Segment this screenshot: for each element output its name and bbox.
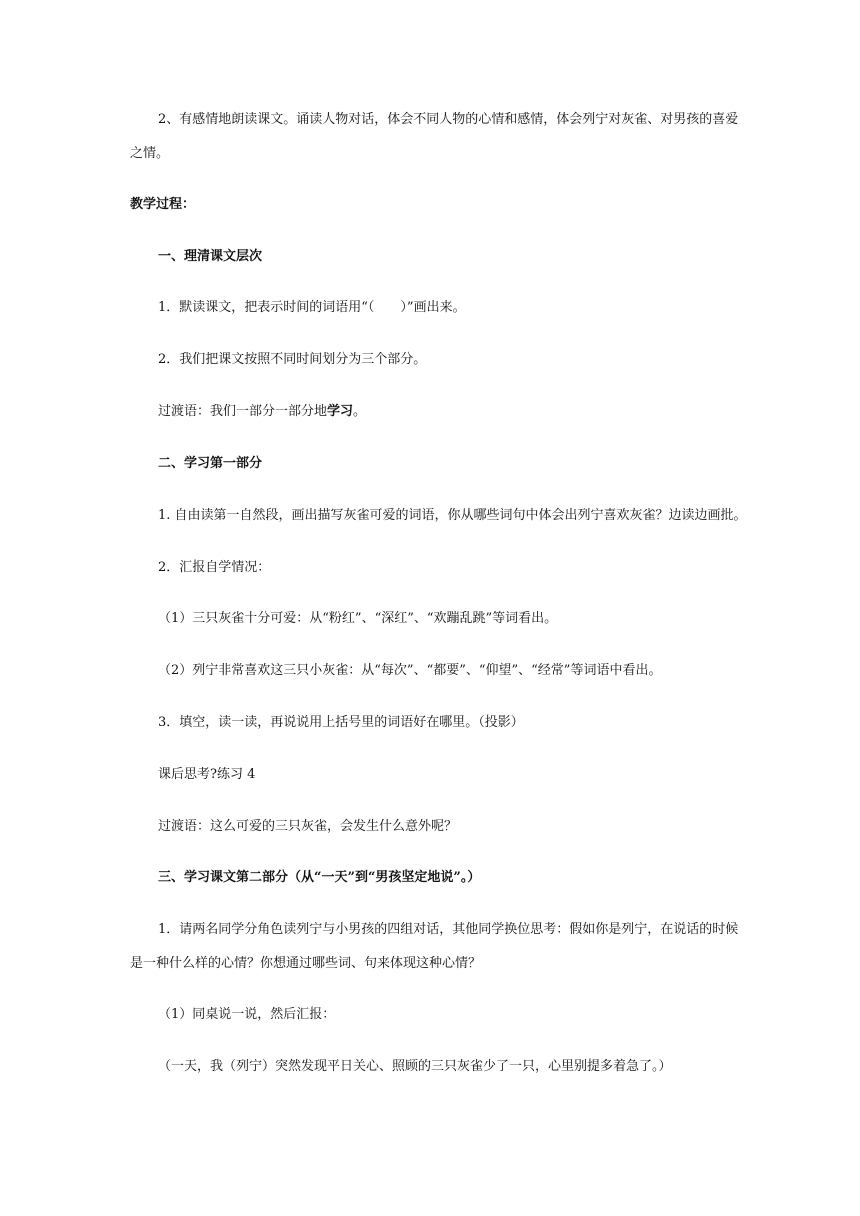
heading-part-3: 三、学习课文第二部分（从“一天”到“男孩坚定地说”。） (158, 870, 481, 885)
objective-2-line-2: 之情。 (130, 146, 170, 161)
heading-part-2: 二、学习第一部分 (158, 456, 263, 471)
step-2-divide-parts: 2．我们把课文按照不同时间划分为三个部分。 (158, 352, 427, 367)
part2-point-2: （2）列宁非常喜欢这三只小灰雀：从“每次”、“都要”、“仰望”、“经常”等词语中看出。 (158, 663, 662, 678)
part3-step-1-line-2: 是一种什么样的心情？你想通过哪些词、句来体现这种心情？ (130, 956, 482, 971)
heading-part-1: 一、理清课文层次 (158, 249, 263, 264)
transition-line-1 (158, 403, 366, 421)
part3-point-1: （1）同桌说一说，然后汇报： (158, 1007, 336, 1022)
part3-example: （一天，我（列宁）突然发现平日关心、照顾的三只灰雀少了一只，心里别提多着急了。） (158, 1059, 672, 1074)
part3-step-1-line-1: 1．请两名同学分角色读列宁与小男孩的四组对话，其他同学换位思考：假如你是列宁，在说话的时候 (158, 922, 739, 937)
part2-step-3: 3．填空，读一读，再说说用上括号里的词语好在哪里。（投影） (158, 715, 524, 730)
part2-step-2: 2．汇报自学情况： (158, 560, 271, 575)
transition-bold-word: 学习 (327, 404, 354, 419)
exercise-reference: 课后思考?练习 4 (158, 767, 256, 782)
transition-text: 过渡语：我们一部分一部分地 (158, 404, 328, 419)
objective-2-line-1: 2、有感情地朗读课文。诵读人物对话，体会不同人物的心情和感情，体会列宁对灰雀、对男孩的喜爱 (158, 112, 739, 127)
transition-period: 。 (353, 404, 367, 419)
transition-line-2: 过渡语：这么可爱的三只灰雀，会发生什么意外呢？ (158, 819, 458, 834)
part2-step-1: 1. 自由读第一自然段，画出描写灰雀可爱的词语，你从哪些词句中体会出列宁喜欢灰雀？边读边画批。 (158, 508, 747, 523)
part2-point-1: （1）三只灰雀十分可爱：从“粉红”、“深红”、“欢蹦乱跳”等词看出。 (158, 611, 558, 626)
section-heading-teaching-process: 教学过程： (130, 197, 196, 212)
step-1-silent-reading: 1．默读课文，把表示时间的词语用“（ ）”画出来。 (158, 300, 466, 315)
